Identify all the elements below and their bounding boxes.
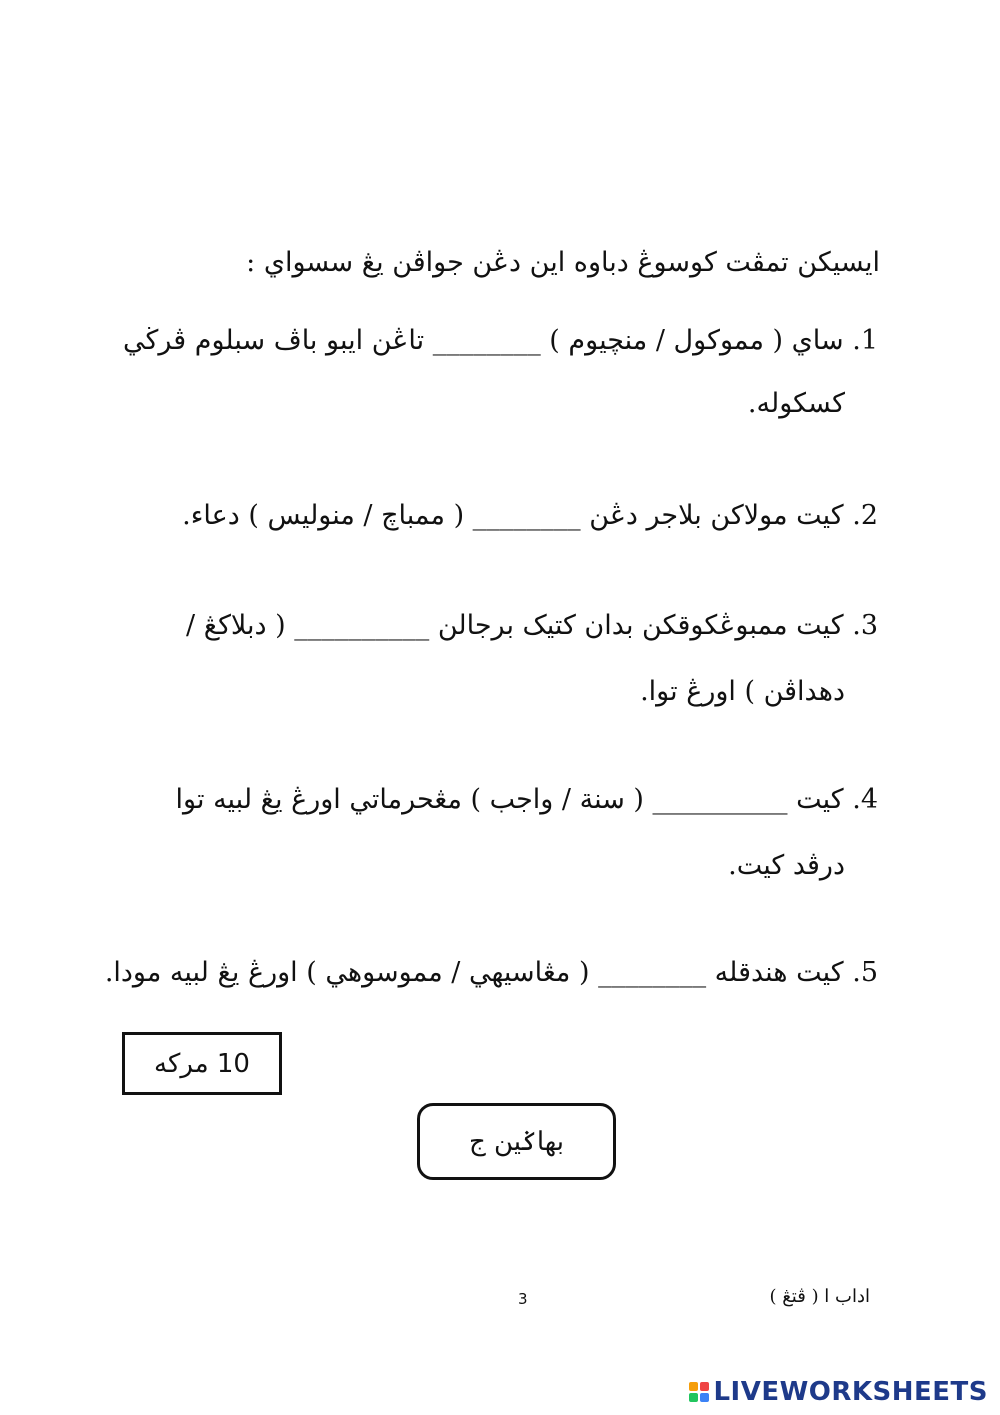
watermark-text: LIVEWORKSHEETS	[713, 1377, 988, 1407]
question-4-line-2: درڤد کيت.	[728, 850, 845, 881]
instruction-text: ايسيکن تمڤت کوسوڠ دباوه اين دڠن جواڤن يڠ سسواي :	[246, 247, 880, 278]
liveworksheets-logo-icon	[689, 1382, 709, 1402]
footer-subject: اداب ا ( ڤتڠ )	[769, 1286, 870, 1307]
question-5-line-1: 5. کيت هندقله ________ ( مڠاسيهي / مموسوهي ) اورڠ يڠ لبيه مودا.	[104, 957, 878, 988]
logo-square-1	[689, 1382, 698, 1391]
page-number: 3	[518, 1290, 528, 1308]
logo-square-4	[700, 1393, 709, 1402]
question-3-line-1: 3. کيت ممبوڠکوقکن بدان کتيک برجالن __________ ( دبلاکڠ /	[186, 610, 878, 641]
question-4-line-1: 4. کيت __________ ( سنة / واجب ) مڠحرماتي اورڠ يڠ لبيه توا	[175, 784, 878, 815]
logo-square-3	[689, 1393, 698, 1402]
question-1-line-1: 1. ساي ( مموکول / منچيوم ) ________ تاڠن ايبو باڤ سبلوم ڤرڬي	[123, 325, 878, 356]
question-1-line-2: کسکوله.	[747, 388, 845, 419]
marks-box	[122, 1032, 282, 1095]
section-label: بهاݢين ج	[468, 1126, 565, 1157]
logo-square-2	[700, 1382, 709, 1391]
marks-label: 10 مرکه	[154, 1048, 250, 1079]
question-3-line-2: دهداڤن ) اورڠ توا.	[640, 676, 845, 707]
section-box	[417, 1103, 616, 1180]
liveworksheets-watermark	[689, 1377, 988, 1407]
question-2-line-1: 2. کيت مولاکن بلاجر دڠن ________ ( ممباچ / منوليس ) دعاء.	[182, 500, 878, 531]
